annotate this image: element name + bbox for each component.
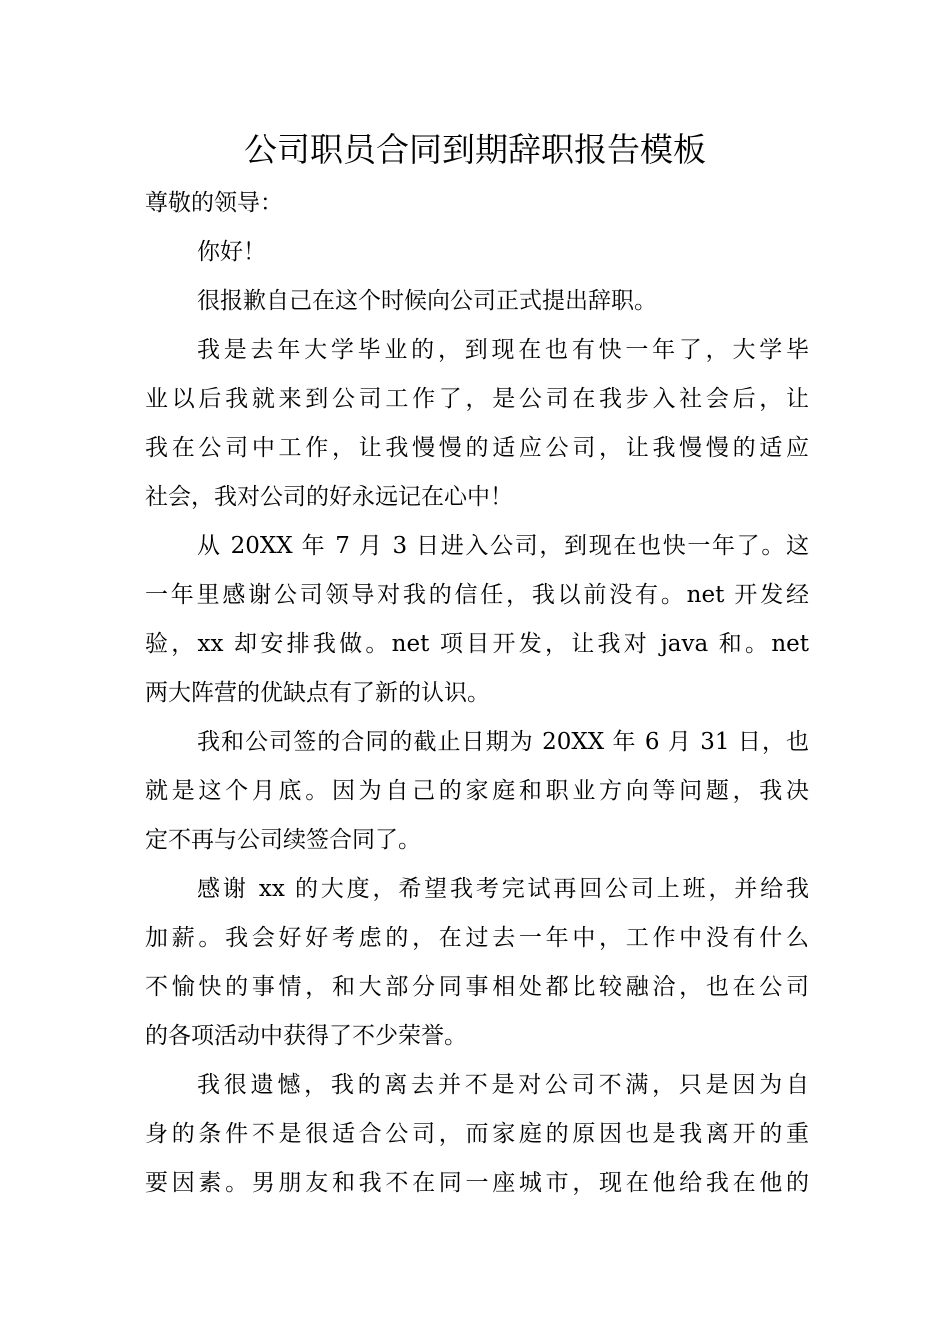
paragraph-line: 我在公司中工作，让我慢慢的适应公司，让我慢慢的适应 — [145, 435, 809, 461]
paragraph-line: 验，xx 却安排我做。net 项目开发，让我对 java 和。net — [145, 631, 809, 657]
paragraph-line: 要因素。男朋友和我不在同一座城市，现在他给我在他的 — [145, 1170, 809, 1196]
paragraph — [145, 1061, 809, 1208]
paragraph-line: 社会，我对公司的好永远记在心中！ — [145, 484, 513, 510]
paragraph — [145, 277, 809, 326]
paragraph-line: 很报歉自己在这个时候向公司正式提出辞职。 — [197, 288, 657, 314]
paragraph — [145, 865, 809, 1061]
paragraph-line: 的各项活动中获得了不少荣誉。 — [145, 1023, 467, 1049]
paragraph — [145, 326, 809, 522]
paragraph-line: 不愉快的事情，和大部分同事相处都比较融洽，也在公司 — [145, 974, 809, 1000]
paragraph-line: 一年里感谢公司领导对我的信任，我以前没有。net 开发经 — [145, 582, 809, 608]
paragraph-line: 定不再与公司续签合同了。 — [145, 827, 421, 853]
paragraph-line: 感谢 xx 的大度，希望我考完试再回公司上班，并给我 — [197, 876, 809, 902]
paragraph-line: 就是这个月底。因为自己的家庭和职业方向等问题，我决 — [145, 778, 809, 804]
paragraph-line: 我很遗憾，我的离去并不是对公司不满，只是因为自 — [197, 1072, 809, 1098]
paragraph-line: 加薪。我会好好考虑的，在过去一年中，工作中没有什么 — [145, 925, 809, 951]
paragraph-line: 业以后我就来到公司工作了，是公司在我步入社会后，让 — [145, 386, 809, 412]
document-body — [145, 179, 809, 1208]
paragraph — [145, 718, 809, 865]
paragraph-line: 我和公司签的合同的截止日期为 20XX 年 6 月 31 日，也 — [197, 729, 809, 755]
greeting: 你好！ — [197, 239, 266, 265]
paragraph-line: 两大阵营的优缺点有了新的认识。 — [145, 680, 490, 706]
paragraph-line: 身的条件不是很适合公司，而家庭的原因也是我离开的重 — [145, 1121, 809, 1147]
paragraph — [145, 522, 809, 718]
paragraph-line: 从 20XX 年 7 月 3 日进入公司，到现在也快一年了。这 — [197, 533, 809, 559]
paragraph-line: 我是去年大学毕业的，到现在也有快一年了，大学毕 — [197, 337, 809, 363]
document-title: 公司职员合同到期辞职报告模板 — [244, 130, 706, 169]
salutation: 尊敬的领导： — [145, 190, 283, 216]
